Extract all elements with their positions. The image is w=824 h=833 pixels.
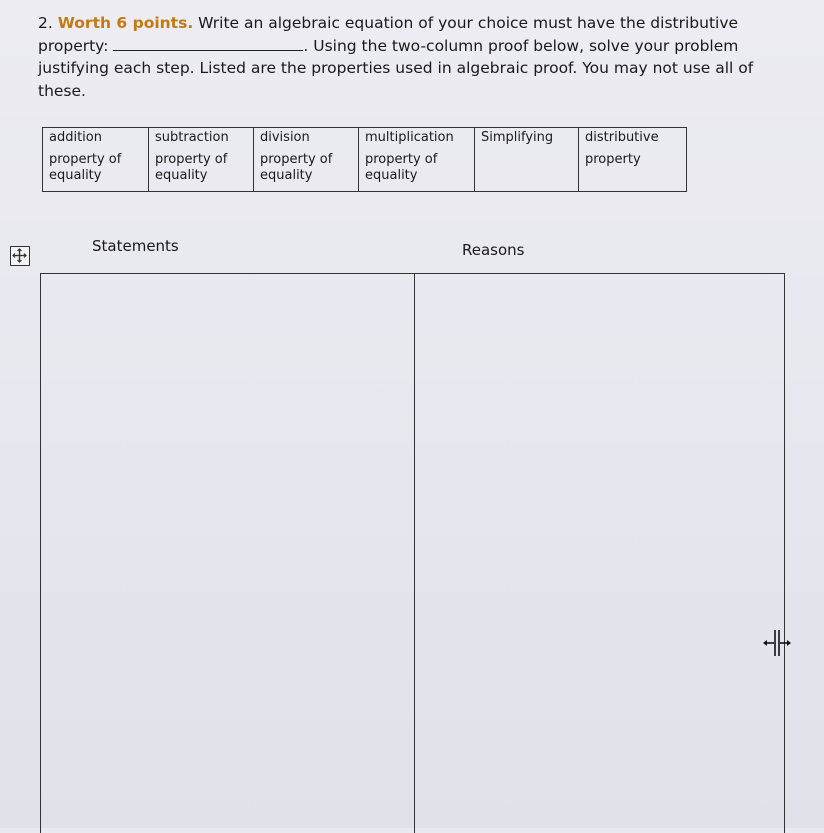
property-line: property of — [365, 152, 438, 167]
property-line: equality — [365, 168, 418, 183]
property-line: division — [260, 130, 310, 145]
property-line: distributive — [585, 130, 659, 145]
property-cell[interactable] — [254, 128, 359, 192]
statements-header: Statements — [92, 237, 179, 255]
reasons-column[interactable] — [416, 274, 784, 833]
property-cell[interactable] — [579, 128, 687, 192]
property-cell[interactable] — [475, 128, 579, 192]
column-divider[interactable] — [414, 274, 415, 833]
question-number: 2. — [38, 14, 53, 32]
column-resize-cursor-icon — [760, 626, 794, 660]
property-line: Simplifying — [481, 130, 554, 145]
property-line: subtraction — [155, 130, 229, 145]
question-line1: Write an algebraic equation of your choice must have the distributive — [198, 14, 739, 32]
property-line: property of — [155, 152, 228, 167]
two-column-proof-table — [40, 273, 785, 833]
answer-blank[interactable] — [113, 36, 303, 51]
question-line4: these. — [38, 81, 86, 100]
reasons-header: Reasons — [462, 241, 525, 259]
question-line3: justifying each step. Listed are the properties used in algebraic proof. You may not use all of — [38, 59, 754, 77]
property-line: equality — [155, 168, 208, 183]
question-line2: . Using the two-column proof below, solve your problem — [303, 36, 739, 55]
worth-points: Worth 6 points. — [57, 14, 194, 32]
property-line: property — [585, 152, 641, 167]
move-cross-icon[interactable] — [10, 246, 30, 266]
property-line: equality — [49, 168, 102, 183]
property-line: property of — [49, 152, 122, 167]
properties-table — [42, 127, 687, 192]
statements-column[interactable] — [41, 274, 413, 833]
property-line: multiplication — [365, 130, 454, 145]
property-label: property: — [38, 36, 109, 55]
property-line: property of — [260, 152, 333, 167]
property-line: addition — [49, 130, 102, 145]
question-text — [38, 12, 808, 102]
property-cell[interactable] — [149, 128, 254, 192]
property-cell[interactable] — [43, 128, 149, 192]
property-line: equality — [260, 168, 313, 183]
property-cell[interactable] — [359, 128, 475, 192]
